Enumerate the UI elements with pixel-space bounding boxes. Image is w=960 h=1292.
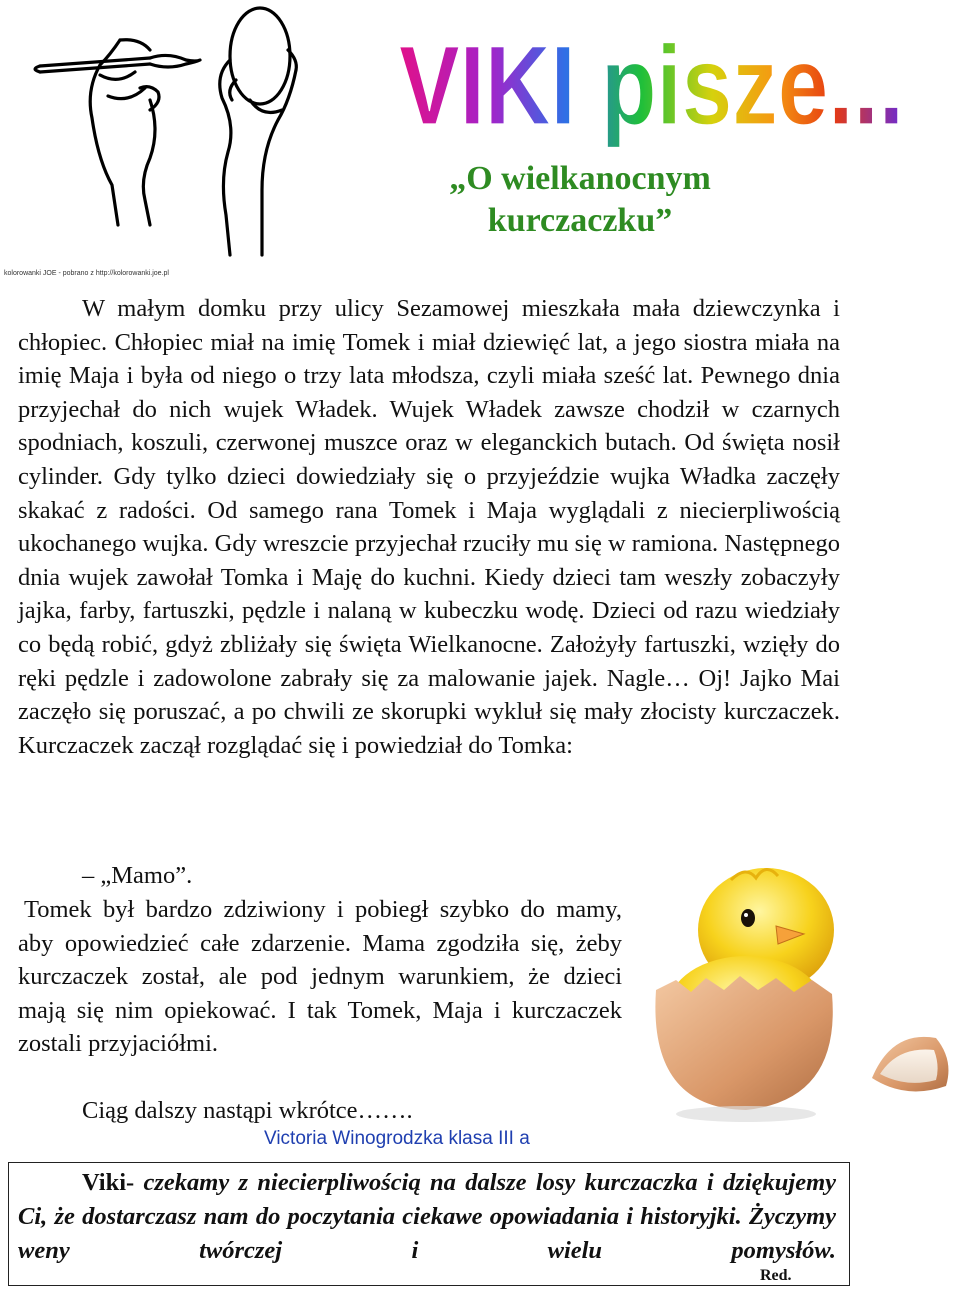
editor-note-lead: Viki- [82,1169,135,1196]
editor-signature: Red. [760,1267,792,1284]
story-paragraph-1: W małym domku przy ulicy Sezamowej mieszkała mała dziewczynka i chłopiec. Chłopiec miał na imię Tomek i miał dziewięć lat, a jego siostra miała na imię Maja i była od niego o trzy lata młodsza, czyli miała sześć lat. Pewnego dnia przyjechał do nich wujek Władek. Wujek Władek zawsze chodził w czarnych spodniach, koszuli, czerwonej muszce oraz w eleganckich butach. Od święta nosił cylinder. Gdy tylko dzieci dowiedziały się o przyjeździe wujka Władka zaczęły skakać z radości. Od samego rana Tomek i Maja wyglądali z niecierpliwością ukochanego wujka. Gdy wreszcie przyjechał rzuciły mu się w ramiona. Następnego dnia wujek zawołał Tomka i Maję do kuchni. Kiedy dzieci tam weszły zobaczyły jajka, farby, fartuszki, pędzle i nalaną w kubeczku wodę. Dzieci od razu wiedziały co będą robić, gdyż zbliżały się święta Wielkanocne. Założyły fartuszki, wzięły do ręki pędzle i zadowolone zabrały się za malowanie jajek. Nagle… Oj! Jajko Mai zaczęło się poruszać, a po chwili ze skorupki wykluł się mały złocisty kurczaczek. Kurczaczek zaczął rozglądać się i powiedział do Tomka: [18,295,840,759]
editor-note-message: czekamy z niecierpliwością na dalsze losy kurczaczka i dziękujemy Ci, że dostarczasz nam do poczytania ciekawe opowiadania i historyjki. Życzymy weny twórczej i wielu pomysłów. [18,1169,836,1264]
logo-text: VIKI pisze... [399,23,904,148]
illustration-credit: kolorowanki JOE - pobrano z http://kolorowanki.joe.pl [4,270,169,277]
continued-note: Ciąg dalszy nastąpi wkrótce……. [82,1097,413,1124]
story-quote: – „Mamo”. [82,862,193,889]
story-title: „O wielkanocnym kurczaczku” [449,160,711,239]
story-author: Victoria Winogrodzka klasa III a [264,1128,530,1149]
chick-in-eggshell-image [636,860,956,1130]
viki-pisze-logo [395,23,915,156]
editor-note [18,1166,836,1268]
hands-painting-egg-illustration [0,0,300,270]
story-paragraph-2: Tomek był bardzo zdziwiony i pobiegł szybko do mamy, aby opowiedzieć całe zdarzenie. Mama zgodziła się, żeby kurczaczek został, ale pod jednym warunkiem, że dzieci mają się nim opiekować. I tak Tomek, Maja i kurczaczek zostali przyjaciółmi. [18,896,622,1058]
